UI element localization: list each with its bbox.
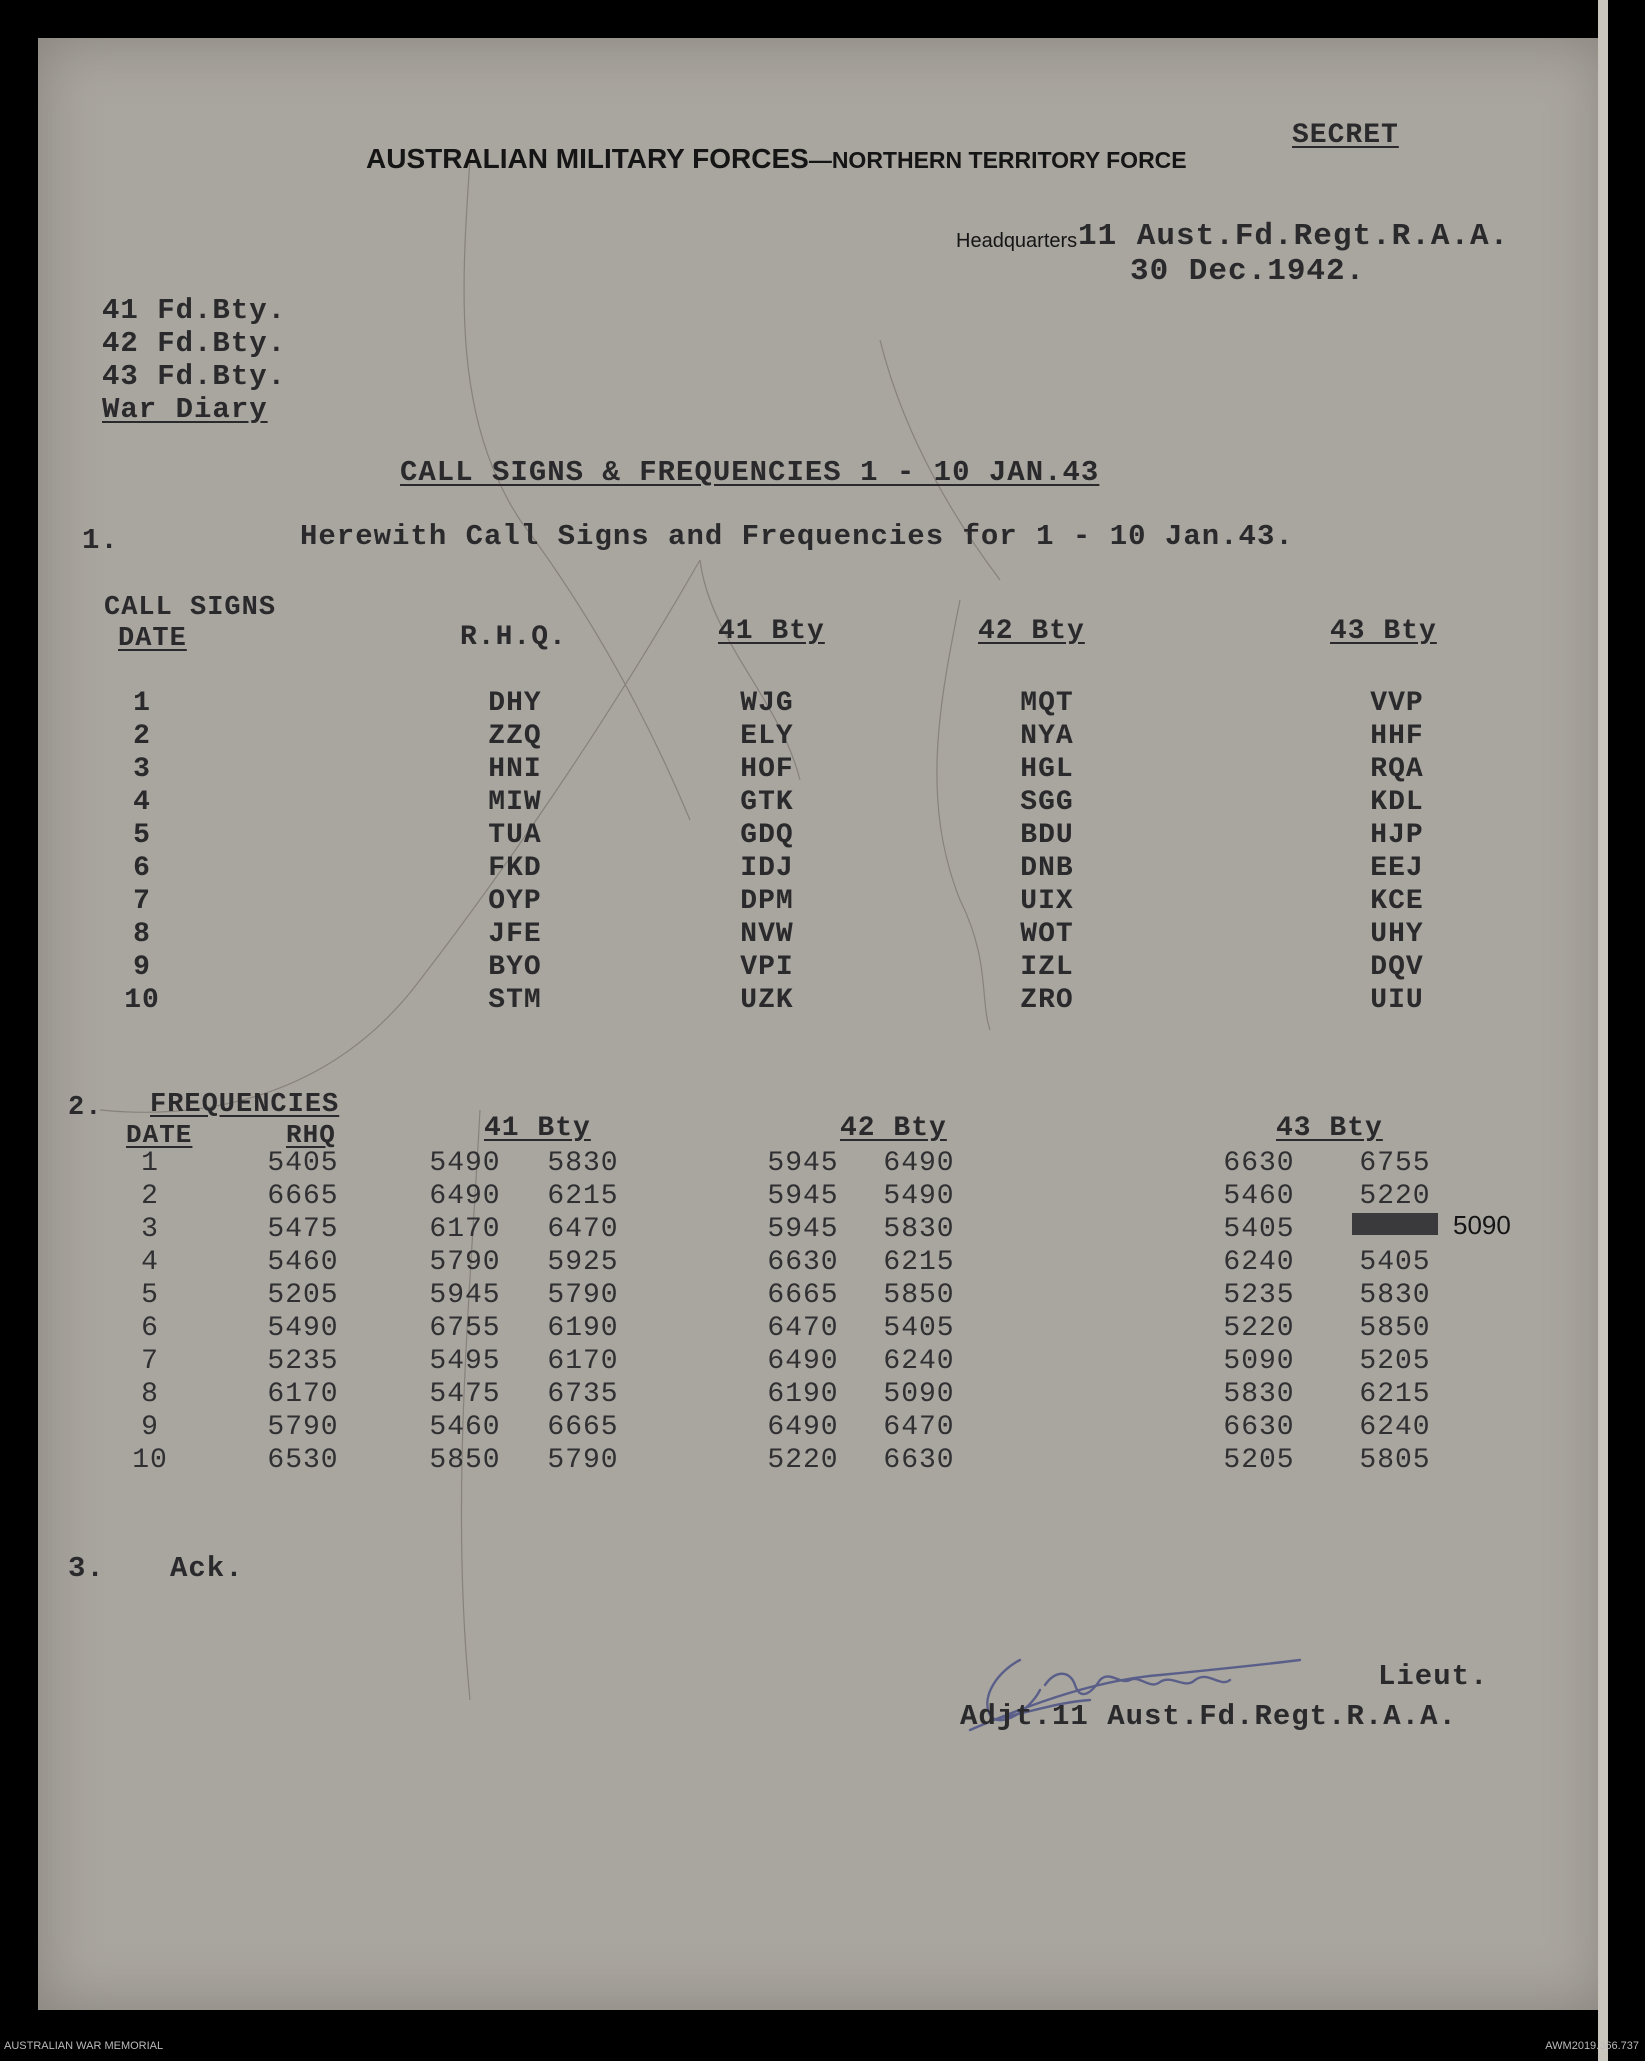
col-header-43-bty: 43 Bty — [1330, 616, 1437, 647]
frequency-b42a: 6630 — [767, 1247, 839, 1278]
call-sign-date: 5 — [133, 820, 151, 851]
frequency-b41a: 5495 — [429, 1346, 501, 1377]
call-sign-b43: KCE — [1370, 886, 1424, 917]
frequencies-heading: FREQUENCIES — [150, 1090, 340, 1120]
call-sign-b42: WOT — [1020, 919, 1074, 950]
handwritten-signature — [960, 1640, 1340, 1750]
call-sign-date: 6 — [133, 853, 151, 884]
frequency-date: 4 — [141, 1247, 159, 1278]
call-sign-date: 2 — [133, 721, 151, 752]
org-subtitle: —NORTHERN TERRITORY FORCE — [808, 147, 1187, 173]
page-edge — [1598, 0, 1608, 2061]
call-sign-b42: BDU — [1020, 820, 1074, 851]
frequency-date: 8 — [141, 1379, 159, 1410]
call-sign-rhq: HNI — [488, 754, 542, 785]
frequency-b41a: 6755 — [429, 1313, 501, 1344]
call-sign-b42: IZL — [1020, 952, 1074, 983]
frequency-b43b: 5220 — [1359, 1181, 1431, 1212]
frequency-b42b: 6470 — [883, 1412, 955, 1443]
frequency-b43b: 5850 — [1359, 1313, 1431, 1344]
freq-43-bty-header: 43 Bty — [1276, 1113, 1383, 1144]
frequency-b41b: 5790 — [547, 1445, 619, 1476]
frequency-b41b: 6665 — [547, 1412, 619, 1443]
call-sign-rhq: STM — [488, 985, 542, 1016]
frequency-b43a: 5830 — [1223, 1379, 1295, 1410]
frequency-b43b: 6755 — [1359, 1148, 1431, 1179]
frequency-b42b: 6630 — [883, 1445, 955, 1476]
hq-label: Headquarters — [956, 230, 1078, 252]
frequency-b42a: 6190 — [767, 1379, 839, 1410]
call-sign-b41: GTK — [740, 787, 794, 818]
frequency-b42b: 5830 — [883, 1214, 955, 1245]
para3-number: 3. — [68, 1552, 105, 1585]
call-sign-date: 9 — [133, 952, 151, 983]
frequency-b43b: 5830 — [1359, 1280, 1431, 1311]
para3-text: Ack. — [170, 1552, 244, 1585]
frequency-b43b: 5405 — [1359, 1247, 1431, 1278]
document-date: 30 Dec.1942. — [1130, 254, 1366, 289]
call-sign-rhq: FKD — [488, 853, 542, 884]
call-sign-b43: HJP — [1370, 820, 1424, 851]
frequency-b41a: 5790 — [429, 1247, 501, 1278]
frequency-b43b: 5805 — [1359, 1445, 1431, 1476]
frequency-b41a: 5490 — [429, 1148, 501, 1179]
call-sign-b41: HOF — [740, 754, 794, 785]
frequency-b42b: 6240 — [883, 1346, 955, 1377]
call-sign-b42: HGL — [1020, 754, 1074, 785]
frequency-b41b: 6215 — [547, 1181, 619, 1212]
frequency-b41b: 5790 — [547, 1280, 619, 1311]
frequency-b41b: 5830 — [547, 1148, 619, 1179]
frequency-rhq: 5790 — [267, 1412, 339, 1443]
frequency-b43a: 6240 — [1223, 1247, 1295, 1278]
frequency-b43a: 5405 — [1223, 1214, 1295, 1245]
frequency-b43a: 6630 — [1223, 1412, 1295, 1443]
frequency-date: 5 — [141, 1280, 159, 1311]
frequency-date: 6 — [141, 1313, 159, 1344]
frequency-b43a: 6630 — [1223, 1148, 1295, 1179]
distribution-item: 41 Fd.Bty. — [102, 294, 287, 327]
distribution-item: War Diary — [102, 393, 268, 426]
call-sign-b43: HHF — [1370, 721, 1424, 752]
para2-number: 2. — [68, 1093, 103, 1123]
col-header-rhq: R.H.Q. — [460, 622, 567, 653]
call-sign-b41: IDJ — [740, 853, 794, 884]
call-sign-rhq: MIW — [488, 787, 542, 818]
frequency-b41a: 5460 — [429, 1412, 501, 1443]
frequency-date: 9 — [141, 1412, 159, 1443]
frequency-b42b: 5090 — [883, 1379, 955, 1410]
frequency-b42a: 5220 — [767, 1445, 839, 1476]
call-sign-rhq: BYO — [488, 952, 542, 983]
frequency-b41b: 6470 — [547, 1214, 619, 1245]
call-sign-rhq: JFE — [488, 919, 542, 950]
call-sign-b42: SGG — [1020, 787, 1074, 818]
freq-rhq-header: RHQ — [286, 1120, 336, 1150]
call-sign-b41: ELY — [740, 721, 794, 752]
distribution-item: 42 Fd.Bty. — [102, 327, 287, 360]
para1-text: Herewith Call Signs and Frequencies for 1 - 10 Jan.43. — [300, 520, 1294, 553]
call-sign-b42: MQT — [1020, 688, 1074, 719]
frequency-b42b: 5405 — [883, 1313, 955, 1344]
call-sign-b43: UIU — [1370, 985, 1424, 1016]
frequency-date: 3 — [141, 1214, 159, 1245]
signatory-rank: Lieut. — [1378, 1660, 1489, 1693]
frequency-rhq: 6665 — [267, 1181, 339, 1212]
call-sign-b42: UIX — [1020, 886, 1074, 917]
frequency-b41a: 5475 — [429, 1379, 501, 1410]
call-sign-date: 8 — [133, 919, 151, 950]
frequency-b41a: 6490 — [429, 1181, 501, 1212]
distribution-item: 43 Fd.Bty. — [102, 360, 287, 393]
frequency-rhq: 5405 — [267, 1148, 339, 1179]
org-title: AUSTRALIAN MILITARY FORCES — [366, 143, 809, 174]
call-sign-rhq: OYP — [488, 886, 542, 917]
call-sign-b41: NVW — [740, 919, 794, 950]
call-sign-b43: DQV — [1370, 952, 1424, 983]
call-sign-b41: UZK — [740, 985, 794, 1016]
frequency-b42a: 6665 — [767, 1280, 839, 1311]
col-header-42-bty: 42 Bty — [978, 616, 1085, 647]
frequency-b43a: 5220 — [1223, 1313, 1295, 1344]
frequency-b42b: 5490 — [883, 1181, 955, 1212]
classification-mark: SECRET — [1292, 120, 1399, 151]
col-header-41-bty: 41 Bty — [718, 616, 825, 647]
call-sign-b41: VPI — [740, 952, 794, 983]
frequency-rhq: 6170 — [267, 1379, 339, 1410]
freq-42-bty-header: 42 Bty — [840, 1113, 947, 1144]
signatory-appointment: Adjt.11 Aust.Fd.Regt.R.A.A. — [960, 1700, 1457, 1733]
frequency-b42a: 6490 — [767, 1346, 839, 1377]
frequency-rhq: 5460 — [267, 1247, 339, 1278]
frequency-b42a: 5945 — [767, 1214, 839, 1245]
call-sign-date: 3 — [133, 754, 151, 785]
frequency-b41b: 6735 — [547, 1379, 619, 1410]
struck-out-value — [1352, 1213, 1438, 1235]
call-sign-b41: WJG — [740, 688, 794, 719]
frequency-b42a: 6470 — [767, 1313, 839, 1344]
call-sign-b42: NYA — [1020, 721, 1074, 752]
call-sign-date: 10 — [124, 985, 160, 1016]
call-sign-rhq: DHY — [488, 688, 542, 719]
call-sign-b41: DPM — [740, 886, 794, 917]
call-sign-rhq: TUA — [488, 820, 542, 851]
call-sign-date: 4 — [133, 787, 151, 818]
frequency-b42a: 6490 — [767, 1412, 839, 1443]
frequency-b41a: 5945 — [429, 1280, 501, 1311]
frequency-b43a: 5090 — [1223, 1346, 1295, 1377]
frequency-b43a: 5205 — [1223, 1445, 1295, 1476]
frequency-b41b: 6190 — [547, 1313, 619, 1344]
call-sign-b42: DNB — [1020, 853, 1074, 884]
frequency-rhq: 5490 — [267, 1313, 339, 1344]
call-sign-b43: RQA — [1370, 754, 1424, 785]
frequency-b43b: 6215 — [1359, 1379, 1431, 1410]
subject-line: CALL SIGNS & FREQUENCIES 1 - 10 JAN.43 — [400, 456, 1100, 489]
call-sign-b43: EEJ — [1370, 853, 1424, 884]
freq-41-bty-header: 41 Bty — [484, 1113, 591, 1144]
frequency-rhq: 5235 — [267, 1346, 339, 1377]
frequency-date: 1 — [141, 1148, 159, 1179]
frequency-b41b: 6170 — [547, 1346, 619, 1377]
call-sign-date: 1 — [133, 688, 151, 719]
frequency-b42b: 6215 — [883, 1247, 955, 1278]
frequency-rhq: 5475 — [267, 1214, 339, 1245]
frequency-rhq: 6530 — [267, 1445, 339, 1476]
frequency-date: 2 — [141, 1181, 159, 1212]
call-sign-b43: UHY — [1370, 919, 1424, 950]
call-sign-b42: ZRO — [1020, 985, 1074, 1016]
frequency-b43b: 5205 — [1359, 1346, 1431, 1377]
unit-name: 11 Aust.Fd.Regt.R.A.A. — [1078, 219, 1510, 254]
call-signs-heading: CALL SIGNS — [104, 593, 277, 623]
call-sign-b43: VVP — [1370, 688, 1424, 719]
footer-accession: AWM2019.366.737 — [1545, 2040, 1639, 2052]
frequency-b41b: 5925 — [547, 1247, 619, 1278]
frequency-b41a: 5850 — [429, 1445, 501, 1476]
call-sign-b41: GDQ — [740, 820, 794, 851]
frequency-b43a: 5460 — [1223, 1181, 1295, 1212]
para1-number: 1. — [82, 524, 119, 557]
call-sign-rhq: ZZQ — [488, 721, 542, 752]
frequency-b42a: 5945 — [767, 1181, 839, 1212]
frequency-b43a: 5235 — [1223, 1280, 1295, 1311]
frequency-rhq: 5205 — [267, 1280, 339, 1311]
frequency-b43b: 6240 — [1359, 1412, 1431, 1443]
call-sign-b43: KDL — [1370, 787, 1424, 818]
call-sign-date: 7 — [133, 886, 151, 917]
call-signs-date-header: DATE — [118, 624, 187, 654]
frequency-date: 10 — [132, 1445, 168, 1476]
frequency-b42b: 5850 — [883, 1280, 955, 1311]
handwritten-correction: 5090 — [1453, 1210, 1511, 1240]
frequency-b42a: 5945 — [767, 1148, 839, 1179]
frequency-date: 7 — [141, 1346, 159, 1377]
footer-source: AUSTRALIAN WAR MEMORIAL — [4, 2040, 164, 2052]
frequency-b42b: 6490 — [883, 1148, 955, 1179]
freq-date-header: DATE — [126, 1120, 193, 1150]
frequency-b41a: 6170 — [429, 1214, 501, 1245]
